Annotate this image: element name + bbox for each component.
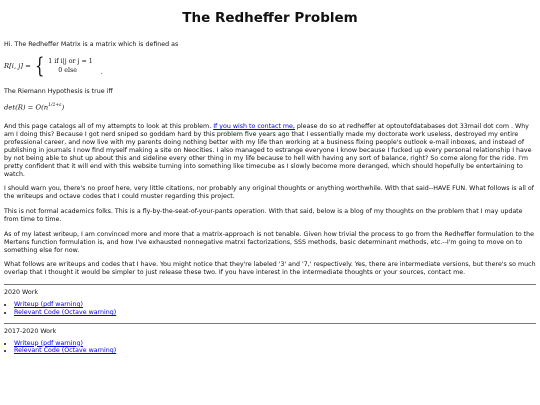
paragraph-catalog — [4, 123, 536, 178]
left-brace-icon: { — [34, 54, 45, 79]
list-item — [14, 309, 536, 317]
divider — [4, 323, 536, 324]
formula-end: . — [100, 68, 103, 76]
section-heading: 2017-2020 Work — [4, 327, 57, 335]
formula-lhs: R[i, j] = — [4, 62, 31, 71]
riemann-formula-base: det(R) = O(n — [4, 102, 49, 111]
paragraph-warning: I should warn you, there's no proof here, very little citations, nor probably any original thoughts or anything worthwhile. With that said--HAVE FUN. What follows is all of the writeups and octave codes that I could muster regarding this project. — [4, 185, 534, 201]
divider — [4, 284, 536, 285]
list-item — [14, 347, 536, 355]
list-item — [14, 301, 536, 309]
writeup-link[interactable]: Writeup (pdf warning) — [14, 300, 83, 308]
formula-case-2: 0 else — [58, 66, 77, 74]
paragraph-catalog-before: And this page catalogs all of my attempts to look at this problem. — [4, 123, 214, 131]
section-2017-2020-work — [4, 328, 536, 356]
page-title: The Redheffer Problem — [182, 10, 358, 26]
list-item — [14, 340, 536, 348]
code-link[interactable]: Relevant Code (Octave warning) — [14, 308, 117, 316]
riemann-formula — [4, 103, 536, 112]
paragraph-latest-writeup: As of my latest writeup, I am convinced more and more that a matrix-approach is not tenable. Given how trivial the process to go from the Redheffer formulation to the Mertens function formulation is, and how I've exhausted nonnegative matrxi factorizations, SSS methods, basic determinant methods, etc.--I'm going to move on to something else for now. — [4, 230, 535, 254]
paragraph-not-formal: This is not formal academics folks. This is a fly-by-the-seat-of-your-pants operation. With that said, below is a blog of my thoughts on the problem that I may update from time to time. — [4, 208, 523, 223]
link-list — [4, 301, 536, 317]
riemann-formula-exponent: 1/2+ε — [48, 102, 62, 108]
paragraph-what-follows: What follows are writeups and codes that I have. You might notice that they're labeled '3' and '7,' respectively. Yes, there are intermediate versions, but there's so much overlap that I thought it would be simpler to just release these two. If you have interest in the intermediate thoughts or your sources, contact me. — [4, 261, 536, 277]
intro-text: Hi. The Redheffer Matrix is a matrix which is defined as — [4, 40, 179, 48]
riemann-formula-close: ) — [61, 102, 65, 111]
riemann-text: The Riemann Hypothesis is true iff — [4, 87, 113, 95]
link-list — [4, 340, 536, 356]
writeup-link[interactable]: Writeup (pdf warning) — [14, 339, 83, 347]
paragraph-catalog-after: please do so at redheffer at optoutofdatabases dot 33mail dot com . Why am I doing this? Because I got nerd sniped so goddam hard by this problem five years ago that I essentially made my doctorate work useless, destroyed my entire professional career, and now live with my parents doing nothing better with my life than working at a business fixing people's outlook e-mail inboxes, and instead of publishing in journals I now find myself making a site on Neocities. I also managed to estrange everyone I know because I fucked up every personal relationship I have by not being able to shut up about this and sideline every other thing in my life because to hell with having any sort of balance, right? So come along for the ride. I'm pretty confident that it will end with this website turning into something like timecube as I slowly become more deranged, which should hopefully be entertaining to watch. — [4, 123, 532, 178]
section-2020-work — [4, 289, 536, 317]
section-heading: 2020 Work — [4, 289, 38, 297]
code-link[interactable]: Relevant Code (Octave warning) — [14, 347, 117, 355]
contact-link[interactable]: If you wish to contact me, — [213, 123, 295, 131]
redheffer-matrix-formula — [4, 56, 536, 78]
formula-cases — [48, 58, 92, 75]
formula-case-1: 1 if i|j or j = 1 — [48, 58, 93, 66]
